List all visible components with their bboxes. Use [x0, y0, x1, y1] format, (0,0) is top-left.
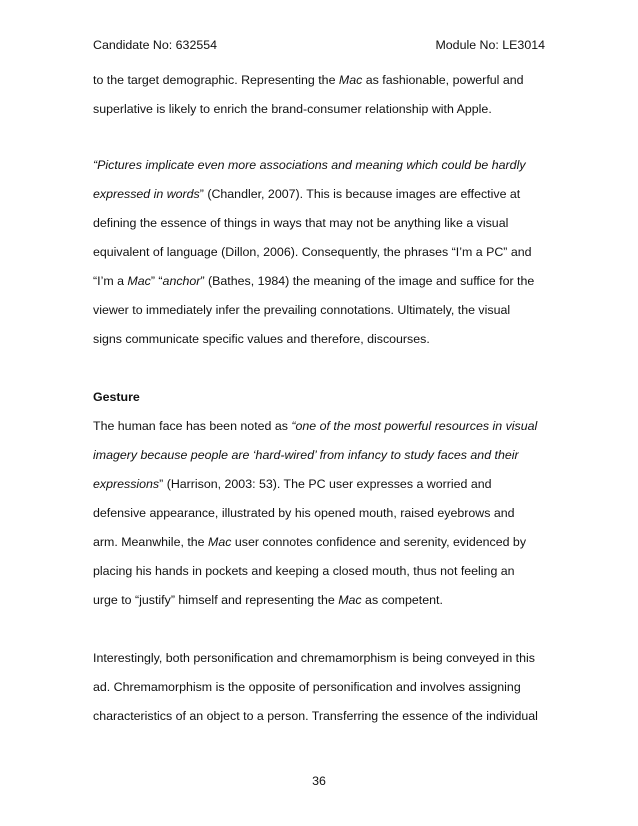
page-number: 36	[312, 774, 326, 788]
text-run: as competent.	[361, 593, 443, 607]
text-run: placing his hands in pockets and keeping a closed mouth, thus not feeling an	[93, 564, 515, 578]
text-line	[93, 679, 553, 695]
text-run: “I’m a	[93, 274, 128, 288]
italic-text: expressions	[93, 477, 160, 491]
text-run: defining the essence of things in ways that may not be anything like a visual	[93, 216, 509, 230]
text-line	[93, 592, 553, 608]
text-line	[93, 534, 553, 550]
text-line	[93, 302, 553, 318]
text-run: Interestingly, both personification and chremamorphism is being conveyed in this	[93, 651, 535, 665]
page-header	[93, 38, 545, 56]
text-run: to the target demographic. Representing the	[93, 73, 339, 87]
candidate-number: Candidate No: 632554	[93, 38, 218, 52]
text-line	[93, 563, 553, 579]
text-run: characteristics of an object to a person. Transferring the essence of the individual	[93, 709, 538, 723]
text-line	[93, 215, 553, 231]
text-line	[93, 157, 553, 173]
text-line	[93, 708, 553, 724]
italic-text: Mac	[338, 593, 362, 607]
text-run: urge to “justify” himself and representing the	[93, 593, 339, 607]
text-run: ” (Harrison, 2003: 53). The PC user expresses a worried and	[159, 477, 492, 491]
text-line	[93, 331, 553, 347]
text-line	[93, 186, 553, 202]
text-line	[93, 447, 553, 463]
italic-text: anchor	[162, 274, 201, 288]
text-line	[93, 505, 553, 521]
text-line	[93, 650, 553, 666]
italic-text: imagery because people are ‘hard-wired’ from infancy to study faces and their	[93, 448, 519, 462]
section-heading: Gesture	[93, 390, 140, 404]
text-line	[93, 476, 553, 492]
text-run: arm. Meanwhile, the	[93, 535, 209, 549]
italic-text: Mac	[338, 73, 363, 87]
text-line	[93, 101, 553, 117]
text-line	[93, 273, 553, 289]
text-run: equivalent of language (Dillon, 2006). Consequently, the phrases “I’m a PC” and	[93, 245, 532, 259]
italic-text: Mac	[208, 535, 232, 549]
text-run: signs communicate specific values and therefore, discourses.	[93, 332, 430, 346]
italic-text: “Pictures implicate even more associations and meaning which could be hardly	[93, 158, 526, 172]
text-run: viewer to immediately infer the prevailing connotations. Ultimately, the visual	[93, 303, 511, 317]
text-line	[93, 72, 553, 88]
text-line	[93, 418, 553, 434]
module-number: Module No: LE3014	[435, 38, 545, 52]
text-run: defensive appearance, illustrated by his opened mouth, raised eyebrows and	[93, 506, 515, 520]
text-run: ” (Chandler, 2007). This is because images are effective at	[199, 187, 521, 201]
text-line	[93, 244, 553, 260]
text-run: user connotes confidence and serenity, evidenced by	[231, 535, 527, 549]
text-run: as fashionable, powerful and	[362, 73, 524, 87]
text-run: ” “	[150, 274, 163, 288]
text-run: superlative is likely to enrich the brand-consumer relationship with Apple.	[93, 102, 492, 116]
italic-text: Mac	[127, 274, 151, 288]
text-run: ad. Chremamorphism is the opposite of personification and involves assigning	[93, 680, 521, 694]
italic-text: “one of the most powerful resources in visual	[291, 419, 538, 433]
text-run: The human face has been noted as	[93, 419, 292, 433]
italic-text: expressed in words	[93, 187, 200, 201]
text-run: ” (Bathes, 1984) the meaning of the image and suffice for the	[200, 274, 535, 288]
